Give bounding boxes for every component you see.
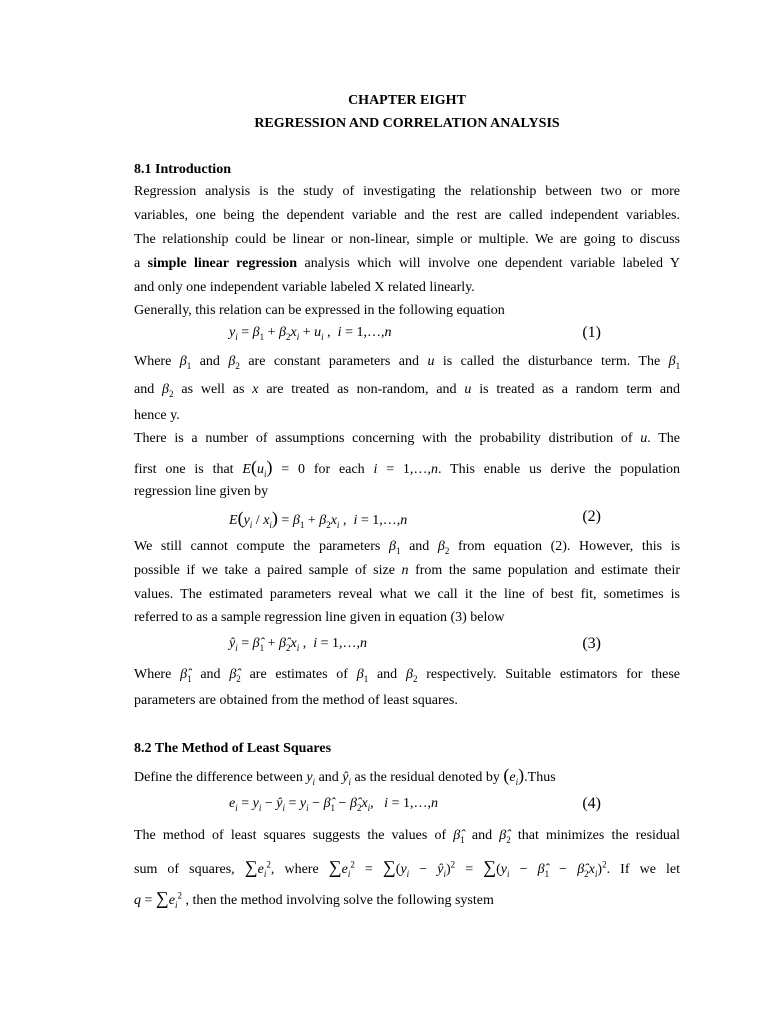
paragraph-line: Generally, this relation can be expressed in the following equation (134, 303, 505, 318)
paragraph-line: Regression analysis is the study of investigating the relationship between two or more (134, 184, 680, 199)
equation-4: $e_i = y_i$ − $ŷ_i = y_i$ − $\betâ_1$ − $\betâ_2x_i$, i = 1,…,n (229, 796, 438, 813)
paragraph-line: a simple linear regression analysis which will involve one dependent variable labeled Y (134, 256, 680, 271)
paragraph-line: hence y. (134, 408, 180, 423)
equation-3: $ŷ_i$ = $\betâ_1$ + $\betâ_2x_i$ , i = 1,…,n (229, 636, 368, 653)
paragraph-line: parameters are obtained from the method of least squares. (134, 693, 458, 708)
paragraph-line: Where $\beta_1$ and $\beta_2$ are constant parameters and u is called the disturbance term. The $\beta_1$ (134, 354, 681, 371)
equation-number: (4) (582, 795, 601, 812)
paragraph-line: Where $\betâ_1$ and $\betâ_2$ are estimates of $\beta_1$ and $\beta_2$ respectively. Suitable estimators for these (134, 667, 681, 684)
paragraph-line: regression line given by (134, 484, 269, 499)
equation-number: (3) (582, 635, 601, 652)
paragraph-line: values. The estimated parameters reveal what we call it the line of best fit, sometimes is (134, 587, 680, 602)
chapter-title: REGRESSION AND CORRELATION ANALYSIS (254, 116, 560, 131)
paragraph-line: and $\beta_2$ as well as x are treated as non-random, and u is treated as a random term and (134, 382, 681, 399)
equation-number: (1) (582, 324, 601, 341)
paragraph-line: first one is that $E(u_i) = 0$ for each i = 1,…,n. This enable us derive the population (134, 457, 680, 479)
equation-number: (2) (582, 508, 601, 525)
equation-2: $E(y_i / x_i) = \beta_1 + \beta_2x_i$ , i = 1,…,n (229, 508, 408, 530)
paragraph-line: and only one independent variable labeled X related linearly. (134, 280, 475, 295)
equation-1: $y_i = \beta_1 + \beta_2x_i + u_i$ , i = 1,…,n (229, 325, 392, 342)
section-8-1-heading: 8.1 Introduction (134, 162, 231, 177)
paragraph-line: We still cannot compute the parameters $\beta_1$ and $\beta_2$ from equation (2). However, this is (134, 539, 681, 556)
paragraph-line: $q = \sum e_i^2$ , then the method involving solve the following system (134, 888, 494, 910)
chapter-label: CHAPTER EIGHT (348, 93, 466, 108)
paragraph-line: possible if we take a paired sample of size n from the same population and estimate their (134, 563, 681, 578)
section-8-2-heading: 8.2 The Method of Least Squares (134, 741, 332, 756)
paragraph-line: The relationship could be linear or non-linear, simple or multiple. We are going to discuss (134, 232, 680, 247)
paragraph-line: Define the difference between $y_i$ and $ŷ_i$ as the residual denoted by $(e_i).Thus$ (134, 765, 556, 787)
paragraph-line: The method of least squares suggests the values of $\betâ_1$ and $\betâ_2$ that minimizes the residual (134, 828, 681, 845)
paragraph-line: sum of squares, $\sum e_i^2$, where $\sum e_i^2 = \sum(y_i$ − $ŷ_i)^2 = \sum(y_i$ − $\betâ_1$ − $\betâ_2x_i)^2$. If we let (134, 857, 680, 879)
paragraph-line: variables, one being the dependent variable and the rest are called independent variables. (134, 208, 680, 223)
paragraph-line: There is a number of assumptions concerning with the probability distribution of u. The (134, 431, 680, 446)
paragraph-line: referred to as a sample regression line given in equation (3) below (134, 610, 505, 625)
